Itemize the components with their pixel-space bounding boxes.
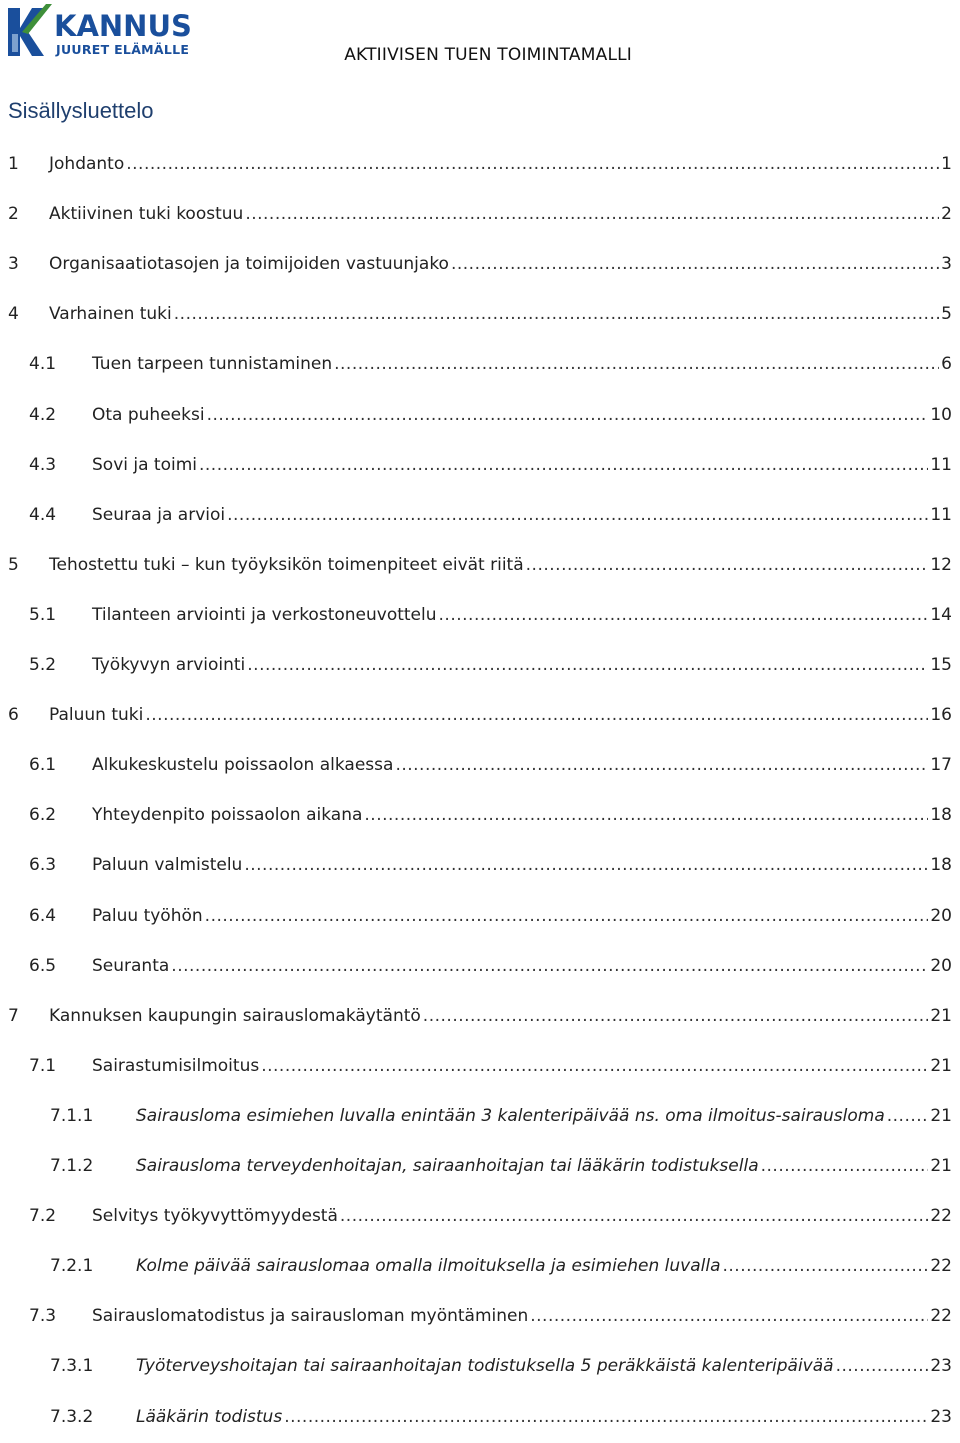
toc-dot-leader [284, 1407, 928, 1427]
toc-entry-number: 7 [8, 1005, 19, 1026]
toc-entry-page: 2 [941, 204, 952, 225]
toc-entry-number: 6.2 [29, 805, 57, 826]
toc-entry-number: 4.3 [29, 454, 57, 475]
toc-heading: Sisällysluettelo [8, 98, 154, 123]
toc-entry[interactable] [0, 591, 960, 641]
toc-entry[interactable] [0, 190, 960, 240]
toc-entry-number: 3 [8, 254, 19, 275]
toc-dot-leader [761, 1156, 929, 1176]
toc-entry-line [49, 705, 952, 725]
toc-entry-page: 23 [930, 1356, 952, 1377]
toc-entry-number: 2 [8, 204, 19, 225]
kannus-logo [6, 4, 206, 60]
toc-entry-page: 17 [930, 755, 952, 776]
toc-entry-number: 5.2 [29, 655, 57, 675]
toc-entry-number: 7.3 [29, 1306, 57, 1327]
toc-dot-leader [887, 1106, 929, 1126]
toc-dot-leader [451, 254, 939, 274]
toc-entry-title: Kannuksen kaupungin sairauslomakäytäntö [49, 1005, 421, 1026]
toc-dot-leader [247, 655, 928, 675]
toc-entry-title: Paluu työhön [92, 905, 203, 926]
document-title: AKTIIVISEN TUEN TOIMINTAMALLI [344, 45, 632, 65]
toc-entry-page: 1 [941, 154, 952, 174]
toc-entry-page: 11 [930, 504, 952, 525]
toc-entry-number: 6.4 [29, 905, 57, 926]
toc-entry-title: Sairastumisilmoitus [92, 1055, 260, 1076]
toc-entry[interactable] [0, 992, 960, 1042]
toc-entry-line [92, 855, 952, 875]
toc-entry-title: Organisaatiotasojen ja toimijoiden vastuunjako [49, 254, 449, 275]
toc-dot-leader [364, 805, 928, 825]
toc-entry[interactable] [0, 942, 960, 992]
toc-entry-line [49, 154, 952, 174]
toc-entry[interactable] [0, 1393, 960, 1443]
toc-entry-page: 6 [941, 354, 952, 375]
toc-entry-title: Johdanto [49, 154, 125, 174]
toc-entry-title: Sairauslomatodistus ja sairausloman myöntäminen [92, 1306, 529, 1327]
toc-dot-leader [244, 855, 928, 875]
toc-entry[interactable] [0, 641, 960, 691]
toc-entry-title: Aktiivinen tuki koostuu [49, 204, 244, 225]
toc-entry-line [49, 204, 952, 224]
toc-dot-leader [126, 154, 939, 174]
toc-entry-line [92, 655, 952, 675]
toc-entry[interactable] [0, 340, 960, 390]
kannus-k-mark-icon [8, 4, 52, 56]
toc-entry-number: 7.1.2 [50, 1156, 94, 1176]
toc-entry-title: Tilanteen arviointi ja verkostoneuvottelu [92, 604, 437, 625]
toc-entry[interactable] [0, 1342, 960, 1392]
toc-entry[interactable] [0, 841, 960, 891]
toc-entry-number: 6 [8, 705, 19, 726]
toc-entry-line [92, 505, 952, 525]
toc-dot-leader [723, 1256, 929, 1276]
logo-wordmark: KANNUS [54, 9, 192, 43]
toc-dot-leader [171, 956, 928, 976]
toc-entry-number: 7.2 [29, 1206, 57, 1227]
toc-dot-leader [205, 906, 929, 926]
toc-entry-page: 3 [941, 254, 952, 275]
toc-entry[interactable] [0, 1192, 960, 1242]
toc-entry[interactable] [0, 491, 960, 541]
toc-entry-page: 18 [930, 805, 952, 826]
toc-entry[interactable] [0, 240, 960, 290]
toc-dot-leader [145, 705, 928, 725]
toc-entry[interactable] [0, 290, 960, 340]
toc-entry-number: 4.1 [29, 354, 57, 375]
toc-entry-page: 21 [930, 1105, 952, 1126]
toc-entry-title: Sairausloma esimiehen luvalla enintään 3 kalenteripäivää ns. oma ilmoitus-sairausloma [136, 1105, 885, 1126]
toc-entry-title: Seuraa ja arvioi [92, 504, 226, 525]
toc-entry-page: 18 [930, 855, 952, 876]
toc-entry[interactable] [0, 1292, 960, 1342]
toc-entry-page: 22 [930, 1256, 952, 1277]
toc-entry-page: 20 [930, 905, 952, 926]
toc-entry-title: Työkyvyn arviointi [92, 655, 246, 675]
toc-entry-page: 15 [930, 655, 952, 675]
toc-entry-line [136, 1156, 952, 1176]
toc-entry[interactable] [0, 1242, 960, 1292]
toc-entry[interactable] [0, 140, 960, 190]
toc-entry-number: 7.3.1 [50, 1356, 94, 1377]
toc-entry-line [92, 755, 952, 775]
toc-entry-line [92, 605, 952, 625]
toc-entry-page: 5 [941, 304, 952, 325]
toc-dot-leader [340, 1206, 928, 1226]
toc-entry-title: Alkukeskustelu poissaolon alkaessa [92, 755, 394, 776]
toc-dot-leader [395, 755, 928, 775]
toc-entry-line [92, 1206, 952, 1226]
toc-entry-page: 16 [930, 705, 952, 726]
toc-dot-leader [199, 455, 928, 475]
toc-entry-number: 7.2.1 [50, 1256, 94, 1277]
toc-entry[interactable] [0, 1092, 960, 1142]
toc-dot-leader [174, 304, 939, 324]
toc-entry-line [136, 1106, 952, 1126]
toc-entry[interactable] [0, 791, 960, 841]
toc-entry-number: 4.2 [29, 404, 57, 425]
toc-entry-page: 20 [930, 955, 952, 976]
toc-entry-line [136, 1407, 952, 1427]
toc-entry-line [92, 906, 952, 926]
toc-entry-title: Yhteydenpito poissaolon aikana [92, 805, 363, 826]
toc-entry-number: 5 [8, 554, 19, 575]
toc-entry-line [92, 455, 952, 475]
toc-dot-leader [530, 1306, 928, 1326]
toc-entry-number: 7.3.2 [50, 1406, 94, 1427]
toc-entry-title: Paluun tuki [49, 705, 144, 726]
toc-entry[interactable] [0, 1142, 960, 1192]
toc-entry-line [92, 956, 952, 976]
toc-dot-leader [439, 605, 929, 625]
toc-entry-line [49, 1006, 952, 1026]
toc-entry-page: 21 [930, 1156, 952, 1176]
toc-entry-page: 12 [930, 554, 952, 575]
toc-entry-number: 4 [8, 304, 19, 325]
toc-entry-line [136, 1256, 952, 1276]
toc-entry[interactable] [0, 741, 960, 791]
toc-dot-leader [526, 555, 929, 575]
toc-entry-line [49, 304, 952, 324]
toc-entry-title: Tuen tarpeen tunnistaminen [92, 354, 333, 375]
toc-entry-line [92, 805, 952, 825]
toc-entry-line [92, 1056, 952, 1076]
toc-entry[interactable] [0, 1042, 960, 1092]
logo-tagline: JUURET ELÄMÄLLE [56, 42, 190, 57]
toc-entry-number: 7.1.1 [50, 1105, 94, 1126]
toc-entry[interactable] [0, 892, 960, 942]
toc-dot-leader [245, 204, 939, 224]
toc-entry-line [92, 354, 952, 374]
toc-entry-number: 4.4 [29, 504, 57, 525]
toc-dot-leader [261, 1056, 928, 1076]
toc-entry-title: Paluun valmistelu [92, 855, 243, 876]
toc-entry-title: Ota puheeksi [92, 404, 205, 425]
toc-entry-page: 22 [930, 1206, 952, 1227]
toc-entry-title: Lääkärin todistus [136, 1406, 283, 1427]
toc-entry-page: 22 [930, 1306, 952, 1327]
toc-entry-title: Tehostettu tuki – kun työyksikön toimenpiteet eivät riitä [49, 554, 524, 575]
toc-entry-page: 10 [930, 404, 952, 425]
toc-entry-number: 6.3 [29, 855, 57, 876]
toc-entry-title: Varhainen tuki [49, 304, 172, 325]
toc-entry-title: Seuranta [92, 955, 170, 976]
toc-entry-line [49, 555, 952, 575]
toc-dot-leader [423, 1006, 929, 1026]
toc-entry[interactable] [0, 391, 960, 441]
toc-entry-title: Sairausloma terveydenhoitajan, sairaanhoitajan tai lääkärin todistuksella [136, 1156, 759, 1176]
toc-entry-page: 11 [930, 454, 952, 475]
toc-entry-number: 5.1 [29, 604, 57, 625]
toc-entry-number: 7.1 [29, 1055, 57, 1076]
toc-dot-leader [334, 354, 939, 374]
toc-entry-page: 23 [930, 1406, 952, 1427]
toc-entry-title: Kolme päivää sairauslomaa omalla ilmoituksella ja esimiehen luvalla [136, 1256, 721, 1277]
toc-entry-page: 21 [930, 1055, 952, 1076]
toc-entry[interactable] [0, 691, 960, 741]
toc-entry-page: 21 [930, 1005, 952, 1026]
toc-entry-line [136, 1356, 952, 1376]
toc-dot-leader [227, 505, 928, 525]
toc-entry-title: Työterveyshoitajan tai sairaanhoitajan todistuksella 5 peräkkäistä kalenteripäivää [136, 1356, 834, 1377]
toc-dot-leader [836, 1356, 929, 1376]
toc-entry[interactable] [0, 541, 960, 591]
toc-entry-title: Selvitys työkyvyttömyydestä [92, 1206, 338, 1227]
toc-entry-number: 6.5 [29, 955, 57, 976]
toc-entry-line [92, 405, 952, 425]
toc-entry-line [92, 1306, 952, 1326]
toc-entry-page: 14 [930, 604, 952, 625]
toc-dot-leader [207, 405, 929, 425]
toc-entry-number: 1 [8, 154, 19, 174]
toc-entry-line [49, 254, 952, 274]
toc-entry-title: Sovi ja toimi [92, 454, 197, 475]
toc-entry-number: 6.1 [29, 755, 57, 776]
toc-entry[interactable] [0, 441, 960, 491]
